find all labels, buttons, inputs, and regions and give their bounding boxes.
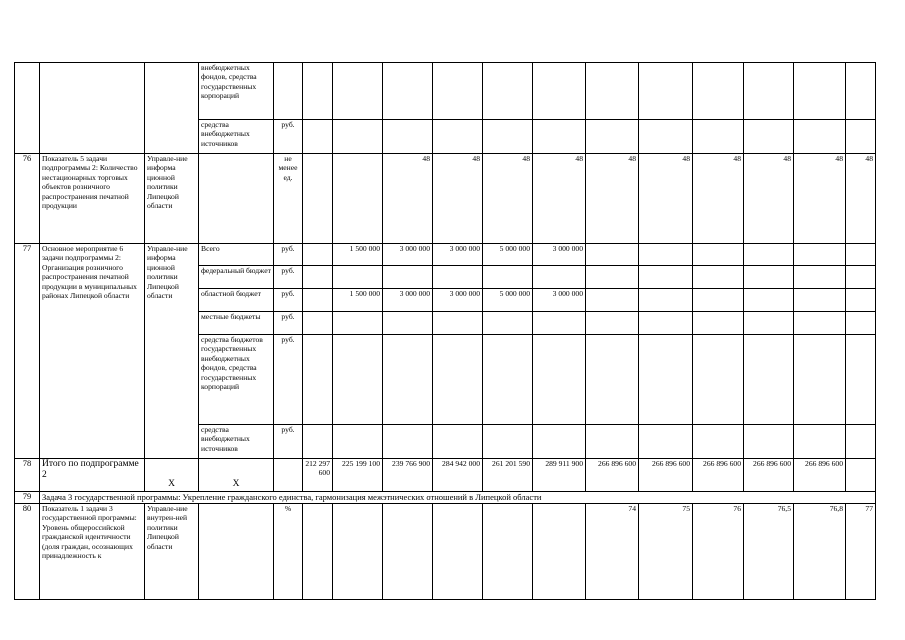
value-cell [483,504,533,600]
value-cell: 48 [586,154,639,244]
value-cell: 1 500 000 [333,289,383,312]
table-row-77 [15,244,876,266]
value-cell: 5 000 000 [483,244,533,266]
value-cell: 74 [586,504,639,600]
unit-cell: руб. [274,120,303,154]
value-cell: 75 [639,504,693,600]
value-cell: 266 896 600 [744,459,794,492]
program-table [14,62,876,600]
row-number-cell: 77 [15,244,40,459]
unit-cell: руб. [274,244,303,266]
value-cell [383,504,433,600]
indicator-name-cell [40,63,145,154]
value-cell: 261 201 590 [483,459,533,492]
unit-cell: руб. [274,266,303,289]
value-cell: 1 500 000 [333,244,383,266]
table-row-76 [15,154,876,244]
funding-source-cell [199,154,274,244]
value-cell: 266 896 600 [586,459,639,492]
value-cell: 284 942 000 [433,459,483,492]
row-number-cell [15,63,40,154]
value-cell: 3 000 000 [433,244,483,266]
funding-source-cell: средства бюджетов государственных внебюджетных фондов, средства государственных корпораций [199,335,274,425]
x-mark-cell: Х [145,459,199,492]
value-cell: 3 000 000 [533,244,586,266]
row-number-cell: 78 [15,459,40,492]
table-row-79 [15,492,876,504]
value-cell [533,504,586,600]
value-cell: 48 [744,154,794,244]
unit-cell: руб. [274,289,303,312]
unit-cell [274,63,303,120]
value-cell: 3 000 000 [383,244,433,266]
value-cell: 77 [846,504,876,600]
funding-source-cell: средства внебюджетных источников [199,120,274,154]
task-heading-cell: Задача 3 государственной программы: Укрепление гражданского единства, гармонизация межэтнических отношений в Липецкой области [40,492,876,504]
row-number-cell: 76 [15,154,40,244]
indicator-name-cell: Основное мероприятие 6 задачи подпрограммы 2: Организация розничного распространения печатной продукции в муниципальных районах Липецкой области [40,244,145,459]
funding-source-cell: средства внебюджетных источников [199,425,274,459]
value-cell: 48 [483,154,533,244]
unit-cell: не менее ед. [274,154,303,244]
x-mark-cell: Х [199,459,274,492]
table-row-80 [15,504,876,600]
value-cell: 48 [693,154,744,244]
value-cell: 48 [794,154,846,244]
value-cell: 76 [693,504,744,600]
value-cell: 5 000 000 [483,289,533,312]
value-cell: 266 896 600 [693,459,744,492]
value-cell: 3 000 000 [383,289,433,312]
funding-source-cell [199,504,274,600]
value-cell: 212 297 600 [303,459,333,492]
value-cell: 266 896 600 [639,459,693,492]
indicator-name-cell: Показатель 1 задачи 3 государственной программы: Уровень общероссийской гражданской идентичности (доля граждан, осознающих принадлежность к [40,504,145,600]
funding-source-cell: Всего [199,244,274,266]
value-cell: 48 [846,154,876,244]
unit-cell: руб. [274,425,303,459]
table-row [15,63,876,120]
value-cell: 266 896 600 [794,459,846,492]
indicator-name-cell: Показатель 5 задачи подпрограммы 2: Количество нестационарных торговых объектов розничного распространения печатной продукции [40,154,145,244]
unit-cell: руб. [274,335,303,425]
responsible-cell [145,63,199,154]
value-cell: 3 000 000 [433,289,483,312]
responsible-cell: Управле-ние информа ционной политики Липецкой области [145,244,199,459]
funding-source-cell: областной бюджет [199,289,274,312]
value-cell: 76,5 [744,504,794,600]
responsible-cell: Управле-ние внутрен-ней политики Липецкой области [145,504,199,600]
value-cell: 76,8 [794,504,846,600]
table-row-78 [15,459,876,492]
value-cell [333,154,383,244]
funding-source-cell: внебюджетных фондов, средства государственных корпораций [199,63,274,120]
value-cell [333,504,383,600]
value-cell: 48 [533,154,586,244]
value-cell: 48 [433,154,483,244]
document-page [14,62,876,600]
value-cell [433,504,483,600]
indicator-name-cell: Итого по подпрограмме 2 [40,459,145,492]
value-cell: 48 [383,154,433,244]
responsible-cell: Управле-ние информа ционной политики Липецкой области [145,154,199,244]
value-cell: 239 766 900 [383,459,433,492]
value-cell [303,504,333,600]
value-cell: 3 000 000 [533,289,586,312]
unit-cell: % [274,504,303,600]
funding-source-cell: местные бюджеты [199,312,274,335]
value-cell: 289 911 900 [533,459,586,492]
funding-source-cell: федеральный бюджет [199,266,274,289]
unit-cell: руб. [274,312,303,335]
value-cell: 225 199 100 [333,459,383,492]
row-number-cell: 79 [15,492,40,504]
row-number-cell: 80 [15,504,40,600]
value-cell: 48 [639,154,693,244]
